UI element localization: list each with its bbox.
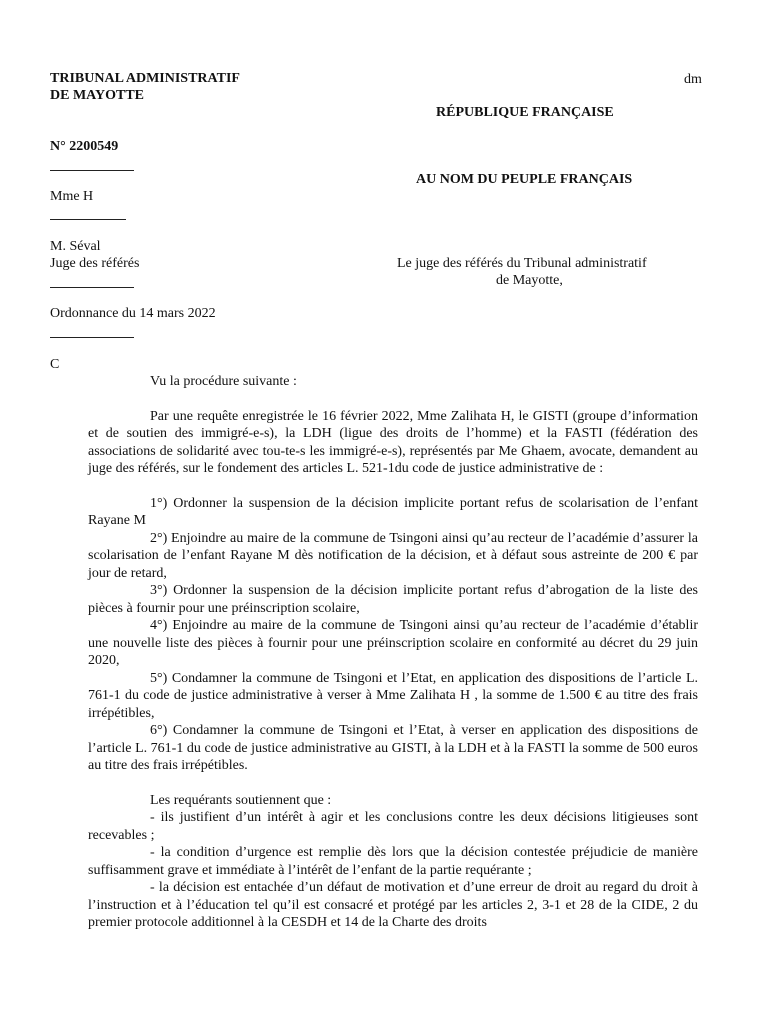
classification-code: C: [50, 357, 60, 372]
argument-item: - la décision est entachée d’un défaut de motivation et d’une erreur de droit au regard du droit à l’instruction et à l’éducation tel qu’il est consacré et protégé par les articles 2, 3-1 et 28 de la CIDE, 2 du premier protocole additionnel à la CESDH et 14 de la Charte des droits: [88, 880, 698, 930]
judge-name: M. Séval: [50, 239, 101, 254]
party-name: Mme H: [50, 189, 94, 204]
conclusion-item: 1°) Ordonner la suspension de la décision implicite portant refus de scolarisation de l’enfant Rayane M: [88, 495, 698, 528]
judge-court-line2: de Mayotte,: [496, 273, 563, 288]
separator-rule: [50, 170, 134, 171]
conclusion-item: 3°) Ordonner la suspension de la décision implicite portant refus d’abrogation de la liste des pièces à fournir pour une préinscription scolaire,: [88, 583, 698, 616]
arguments-heading: Les requérants soutiennent que :: [150, 792, 332, 808]
conclusion-item: 5°) Condamner la commune de Tsingoni et l’Etat, en application des dispositions de l’article L. 761-1 du code de justice administrative à verser à Mme Zalihata H , la somme de 1.500 € au titre des frais irrépétibles,: [88, 670, 698, 721]
argument-item: - la condition d’urgence est remplie dès lors que la décision contestée préjudicie de manière suffisamment grave et immédiate à l’intérêt de l’enfant de la partie requérante ;: [88, 845, 698, 878]
court-name-line2: DE MAYOTTE: [50, 88, 145, 103]
republic-title: RÉPUBLIQUE FRANÇAISE: [436, 105, 614, 120]
request-paragraph: Par une requête enregistrée le 16 février 2022, Mme Zalihata H, le GISTI (groupe d’information et de soutien des immigré-e-s), la LDH (ligue des droits de l’homme) et la FASTI (fédération des associations de solidarité avec tou-te-s les immigré-e-s), représentés par Me Ghaem, avocate, demandent au juge des référés, sur le fondement des articles L. 521-1du code de justice administrative de :: [88, 408, 698, 476]
conclusion-item: 4°) Enjoindre au maire de la commune de Tsingoni ainsi qu’au recteur de l’académie d’établir une nouvelle liste des pièces à fournir pour une préinscription scolaire en conformité au décret du 29 juin 2020,: [88, 618, 698, 668]
ordinance-date: Ordonnance du 14 mars 2022: [50, 306, 216, 321]
court-name-line1: TRIBUNAL ADMINISTRATIF: [50, 71, 240, 86]
judge-role: Juge des référés: [50, 256, 140, 271]
author-initials: dm: [684, 72, 702, 87]
case-number: N° 2200549: [50, 139, 119, 154]
argument-item: - ils justifient d’un intérêt à agir et les conclusions contre les deux décisions litigieuses sont recevables ;: [88, 810, 698, 843]
judge-court-line1: Le juge des référés du Tribunal administratif: [397, 256, 647, 271]
document-body: [88, 373, 698, 932]
in-the-name-title: AU NOM DU PEUPLE FRANÇAIS: [416, 172, 633, 187]
conclusion-item: 2°) Enjoindre au maire de la commune de Tsingoni ainsi qu’au recteur de l’académie d’assurer la scolarisation de l’enfant Rayane M dès notification de la décision, et à défaut sous astreinte de 200 € par jour de retard,: [88, 530, 698, 581]
procedure-heading: Vu la procédure suivante :: [150, 374, 297, 389]
separator-rule: [50, 287, 134, 288]
conclusion-item: 6°) Condamner la commune de Tsingoni et l’Etat, à verser en application des dispositions de l’article L. 761-1 du code de justice administrative au GISTI, à la LDH et à la FASTI la somme de 500 euros au titre des frais irrépétibles.: [88, 723, 698, 773]
separator-rule: [50, 219, 126, 220]
separator-rule: [50, 337, 134, 338]
